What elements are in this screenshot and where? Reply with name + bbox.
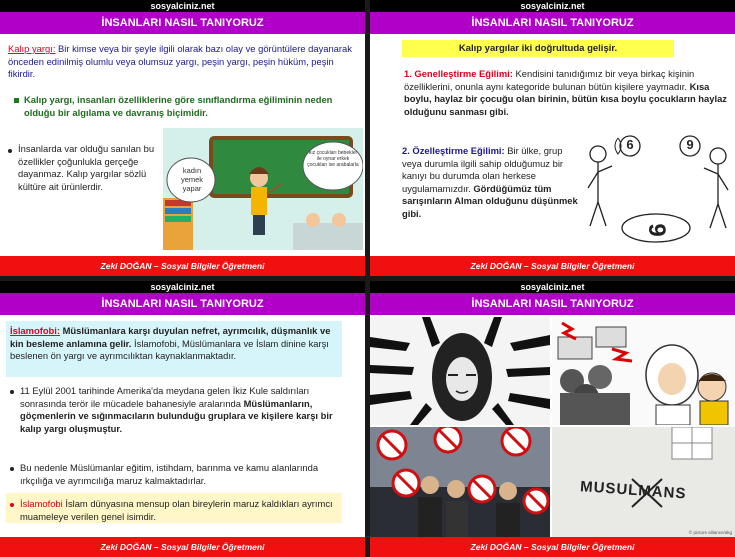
graffiti-photo-image [552,427,735,537]
digit-nine: 9 [643,223,670,237]
site-bar: sosyalciniz.net [0,0,365,12]
slide-footer: Zeki DOĞAN – Sosyal Bilgiler Öğretmeni [0,256,365,276]
pointing-hands-image [370,317,550,425]
item-2-term: 2. Özelleştirme Eğilimi: [402,145,505,156]
slide-title: İNSANLARI NASIL TANIYORUZ [370,293,735,315]
six-nine-illustration [582,130,732,248]
item-1-term: 1. Genelleştirme Eğilimi: [404,68,513,79]
bullet-1: Kalıp yargı, insanları özelliklerine göre sınıflandırma eğiliminin neden olduğu bir algılama ve davranış biçimidir. [24,94,333,118]
speech-bubble-left: kadın yemek yapar [180,166,204,193]
highlight-box: Kalıp yargılar iki doğrultuda gelişir. [402,40,674,57]
slide-footer: Zeki DOĞAN – Sosyal Bilgiler Öğretmeni [370,256,735,276]
bullet-2: Bu nedenle Müslümanlar eğitim, istihdam, barınma ve kamu alanlarında ırkçılığa ve ayrımcılığa maruz kalmaktadırlar. [20,462,319,486]
bullet-square-icon [14,98,19,103]
slide-title: İNSANLARI NASIL TANIYORUZ [370,12,735,34]
photo-credit: © picture alliance/akg [688,530,732,535]
site-bar: sosyalciniz.net [370,281,735,293]
slide-title: İNSANLARI NASIL TANIYORUZ [0,12,365,34]
site-bar: sosyalciniz.net [370,0,735,12]
slide-2[interactable] [370,0,735,276]
digit-nine-thought: 6 [686,137,694,152]
bullet-3-term: İslamofobi [20,498,63,509]
definition-text: Bir kimse veya bir şeyle ilgili olarak bazı olay ve görüntülere dayanarak önceden edinilmiş olumlu veya olumsuz yargı, peşin yargı, peşin hüküm, peşin fikirdir. [8,43,352,80]
bullet-1-bold: Müslümanların, göçmenlerin ve sığınmacıların bulunduğu gruplara ve kişilere karşı bir kalıp yargı oluşmuştur. [20,397,333,434]
bullet-dot-icon [10,390,14,394]
graffiti-text: MUSULMANS [579,478,688,503]
slide-footer: Zeki DOĞAN – Sosyal Bilgiler Öğretmeni [370,537,735,557]
bullet-dot-icon [10,467,14,471]
item-1-text: Kendisini tanıdığımız bir veya birkaç kişinin özelliklerini, onunla aynı kategoride bulunan bütün kişilere yaymadır. [404,68,695,92]
slide-4[interactable] [370,281,735,557]
classroom-illustration [163,128,363,250]
item-2-text: Bir ülke, grup veya durumla ilgili sahip olduğumuz bir kanıyı bu durumda olan herkese uygulamamızdır. [402,145,564,194]
site-bar: sosyalciniz.net [0,281,365,293]
slide-3[interactable] [0,281,365,557]
bullet-3-text: İslam dünyasına mensup olan bireylerin maruz kaldıkları ayrımcı muameleye verilen genel isimdir. [20,498,333,522]
item-2-example: Gördüğümüz tüm sarışınların Alman olduğunu düşünmek gibi. [402,182,578,219]
protest-photo-image [370,427,550,537]
definition-text: İslamofobi, Müslümanlara ve İslam dinine karşı beslenen ön yargı ve ayrımcılıktan kaynaklanmaktadır. [10,337,329,362]
bullet-dot-icon [10,503,14,507]
bullet-dot-icon [8,149,12,153]
protest-cartoon-image [552,317,735,425]
slide-1[interactable] [0,0,365,276]
definition [10,325,340,363]
definition-term: Kalıp yargı: [8,43,56,54]
bullet-3 [20,498,340,523]
bullet-1 [20,385,350,435]
slide-title: İNSANLARI NASIL TANIYORUZ [0,293,365,315]
item-specialization [402,145,580,221]
item-1-example: Kısa boylu, haylaz bir çocuğu olan birinin, bütün kısa boylu çocukların haylaz olduğunu sanması gibi. [404,80,727,117]
speech-bubble-right: kız çocukları bebekler ile oynar erkek çocukları ise arabalarla [307,150,359,168]
slide-footer: Zeki DOĞAN – Sosyal Bilgiler Öğretmeni [0,537,365,557]
bullet-1-text: 11 Eylül 2001 tarihinde Amerika'da meydana gelen İkiz Kule saldırıları sonrasında terör ile mücadele bahanesiyle aralarında [20,385,310,409]
definition-term: İslamofobi: [10,325,61,336]
digit-six: 6 [626,137,634,152]
bullet-2: İnsanlarda var olduğu sanılan bu özellikler çoğunlukla gerçeğe dayanmaz. Kalıp yargılar sözlü kültüre ait ürünlerdir. [18,143,155,192]
item-generalization [404,68,730,118]
definition [8,43,358,81]
definition-bold: Müslümanlara karşı duyulan nefret, ayrımcılık, düşmanlık ve kin besleme anlamına gelir. [10,325,331,349]
